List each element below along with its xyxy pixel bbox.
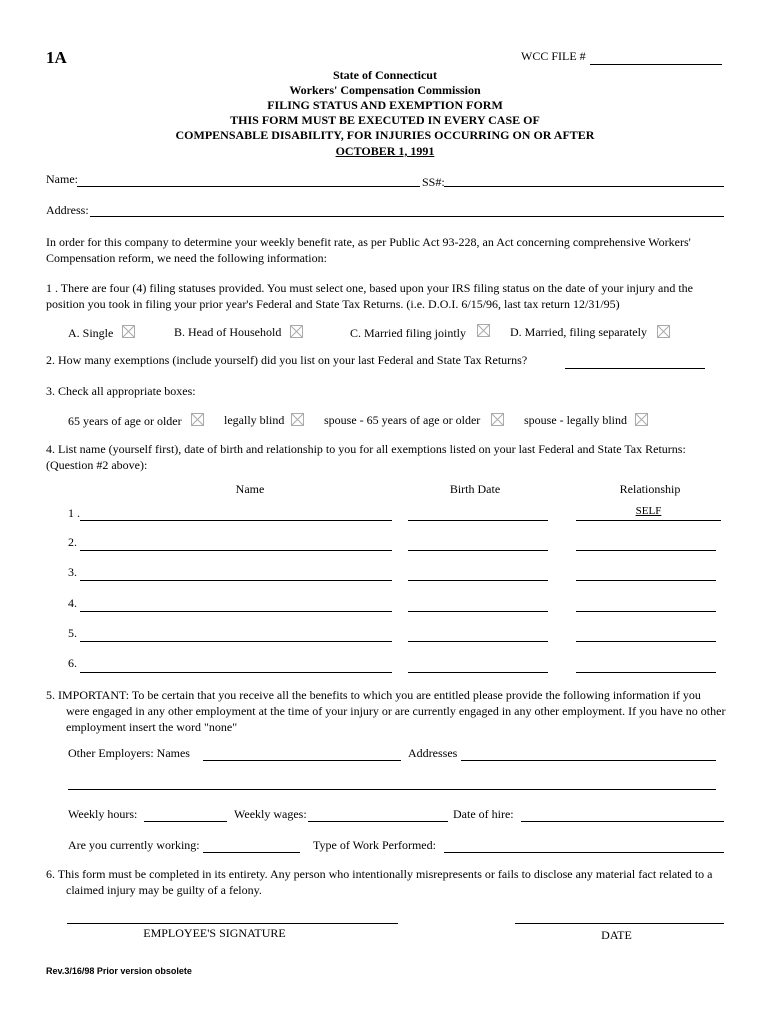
- spouse-65-checkbox[interactable]: [491, 413, 504, 426]
- age-65-checkbox[interactable]: [191, 413, 204, 426]
- dependent-name-input[interactable]: [80, 641, 392, 642]
- row-number: 4.: [68, 596, 77, 610]
- q1-option-single: A. Single: [68, 326, 114, 340]
- dependent-relationship-input[interactable]: [576, 580, 716, 581]
- name-input[interactable]: [77, 186, 420, 187]
- header-commission: Workers' Compensation Commission: [289, 83, 481, 97]
- q6-text: 6. This form must be completed in its entirety. Any person who intentionally misrepresents or fails to disclose any material fact related to a claimed injury may be guilty of a felony.: [46, 867, 713, 897]
- dependent-relationship-input[interactable]: [576, 520, 721, 521]
- column-birth-date-header: Birth Date: [449, 482, 501, 496]
- row-number: 6.: [68, 656, 77, 670]
- addresses-input[interactable]: [461, 760, 716, 761]
- dependent-birth-date-input[interactable]: [408, 611, 548, 612]
- q3-option-spouse-65: spouse - 65 years of age or older: [324, 413, 481, 427]
- date-of-hire-input[interactable]: [521, 821, 724, 822]
- other-employers-input[interactable]: [203, 760, 401, 761]
- address-input[interactable]: [90, 216, 724, 217]
- wcc-file-label: WCC FILE #: [521, 49, 586, 63]
- q3-option-65: 65 years of age or older: [68, 414, 182, 428]
- dependent-relationship-input[interactable]: [576, 611, 716, 612]
- dependent-name-input[interactable]: [80, 672, 392, 673]
- married-separately-checkbox[interactable]: [657, 325, 670, 338]
- q2-text: 2. How many exemptions (include yourself) did you list on your last Federal and State Tax Returns?: [46, 353, 528, 367]
- name-label: Name:: [46, 172, 78, 186]
- date-input[interactable]: [515, 923, 724, 924]
- column-relationship-header: Relationship: [619, 482, 681, 496]
- q4-text: 4. List name (yourself first), date of birth and relationship to you for all exemptions listed on your last Federal and State Tax Returns: (Question #2 above):: [46, 442, 686, 472]
- row-number: 1 .: [68, 506, 80, 520]
- weekly-hours-label: Weekly hours:: [68, 807, 138, 821]
- date-label: DATE: [601, 928, 632, 942]
- row-number: 5.: [68, 626, 77, 640]
- other-employers-extra-line[interactable]: [68, 789, 716, 790]
- dependent-birth-date-input[interactable]: [408, 520, 548, 521]
- relationship-value: SELF: [635, 505, 662, 517]
- q5-text: 5. IMPORTANT: To be certain that you receive all the benefits to which you are entitled please provide the following information if you were engaged in any other employment at the time of your injury or are currently engaged in any other employment. If you have no other employment insert the word "none": [46, 688, 726, 734]
- type-of-work-label: Type of Work Performed:: [313, 838, 436, 852]
- row-number: 2.: [68, 535, 77, 549]
- weekly-wages-label: Weekly wages:: [234, 807, 307, 821]
- intro-text: In order for this company to determine your weekly benefit rate, as per Public Act 93-228, an Act concerning comprehensive Workers' Compensation reform, we need the following information:: [46, 235, 691, 265]
- dependent-name-input[interactable]: [80, 520, 392, 521]
- wcc-file-input[interactable]: [590, 64, 722, 65]
- column-name-header: Name: [235, 482, 265, 496]
- q1-option-married-separately: D. Married, filing separately: [510, 325, 647, 339]
- weekly-wages-input[interactable]: [308, 821, 448, 822]
- dependent-relationship-input[interactable]: [576, 550, 716, 551]
- header-form-title: FILING STATUS AND EXEMPTION FORM: [267, 98, 503, 112]
- employee-signature-label: EMPLOYEE'S SIGNATURE: [143, 926, 286, 940]
- row-number: 3.: [68, 565, 77, 579]
- head-of-household-checkbox[interactable]: [290, 325, 303, 338]
- header-instruction-1: THIS FORM MUST BE EXECUTED IN EVERY CASE OF: [230, 113, 540, 127]
- address-label: Address:: [46, 203, 89, 217]
- dependent-birth-date-input[interactable]: [408, 580, 548, 581]
- ss-label: SS#:: [422, 175, 445, 189]
- date-of-hire-label: Date of hire:: [453, 807, 514, 821]
- addresses-label: Addresses: [408, 746, 458, 760]
- header-date: OCTOBER 1, 1991: [335, 144, 435, 158]
- dependent-birth-date-input[interactable]: [408, 672, 548, 673]
- header-state: State of Connecticut: [333, 68, 437, 82]
- q3-option-blind: legally blind: [224, 413, 285, 427]
- q3-text: 3. Check all appropriate boxes:: [46, 384, 196, 398]
- married-jointly-checkbox[interactable]: [477, 324, 490, 337]
- header-instruction-2: COMPENSABLE DISABILITY, FOR INJURIES OCCURRING ON OR AFTER: [175, 128, 595, 142]
- dependent-relationship-input[interactable]: [576, 672, 716, 673]
- dependent-birth-date-input[interactable]: [408, 641, 548, 642]
- exemptions-input[interactable]: [565, 368, 705, 369]
- legally-blind-checkbox[interactable]: [291, 413, 304, 426]
- single-checkbox[interactable]: [122, 325, 135, 338]
- type-of-work-input[interactable]: [444, 852, 724, 853]
- dependent-name-input[interactable]: [80, 611, 392, 612]
- dependent-name-input[interactable]: [80, 550, 392, 551]
- q1-option-married-jointly: C. Married filing jointly: [350, 326, 466, 340]
- revision-note: Rev.3/16/98 Prior version obsolete: [46, 966, 192, 976]
- ss-input[interactable]: [444, 186, 724, 187]
- q1-option-head-of-household: B. Head of Household: [174, 325, 282, 339]
- q3-option-spouse-blind: spouse - legally blind: [524, 413, 627, 427]
- currently-working-input[interactable]: [203, 852, 300, 853]
- employee-signature-input[interactable]: [67, 923, 398, 924]
- q1-text: 1 . There are four (4) filing statuses provided. You must select one, based upon your IRS filing status on the date of your injury and the position you took in filing your prior year's Federal and State Tax Returns. (i.e. D.O.I. 6/15/96, last tax return 12/31/95): [46, 281, 693, 311]
- currently-working-label: Are you currently working:: [68, 838, 200, 852]
- dependent-name-input[interactable]: [80, 580, 392, 581]
- weekly-hours-input[interactable]: [144, 821, 227, 822]
- dependent-birth-date-input[interactable]: [408, 550, 548, 551]
- form-code: 1A: [46, 48, 67, 67]
- spouse-blind-checkbox[interactable]: [635, 413, 648, 426]
- dependent-relationship-input[interactable]: [576, 641, 716, 642]
- other-employers-label: Other Employers: Names: [68, 746, 190, 760]
